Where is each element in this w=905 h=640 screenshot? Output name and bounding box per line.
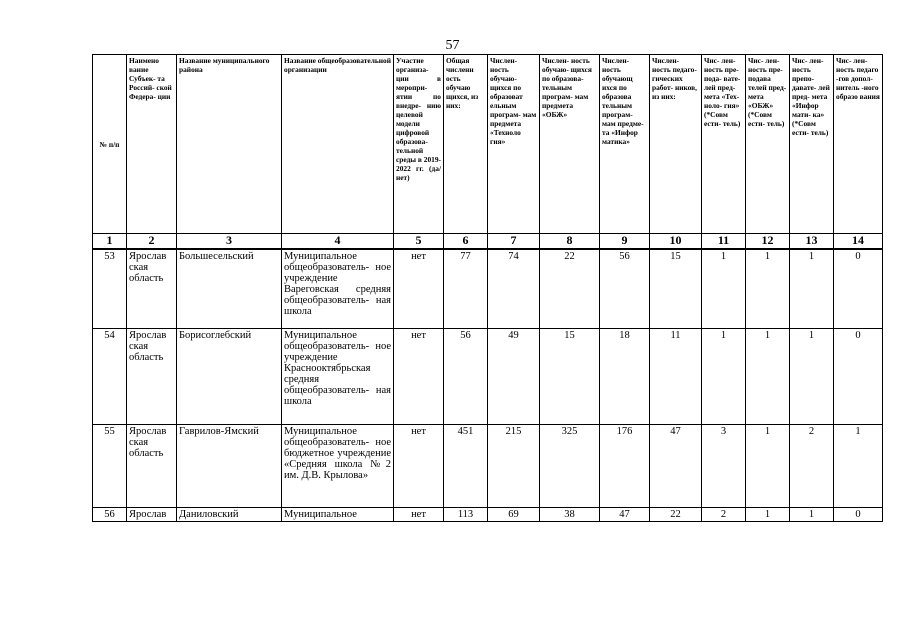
region-cell: Ярослав ская область xyxy=(127,249,177,329)
teachers-informatics-cell: 1 xyxy=(790,508,834,522)
column-number: 13 xyxy=(790,234,834,250)
header-cell-teachers-technology: Чис- лен- ность пре- пода- вате- лей пред- мета «Тех- ноло- гия» (*Совм ести- тель) xyxy=(702,55,746,234)
region-cell: Ярослав ская область xyxy=(127,329,177,425)
column-number: 2 xyxy=(127,234,177,250)
teachers-additional-cell: 0 xyxy=(834,249,883,329)
row-number: 54 xyxy=(93,329,127,425)
header-cell-no: № п/п xyxy=(93,55,127,234)
column-number: 10 xyxy=(650,234,702,250)
organization-cell: Муниципальное xyxy=(282,508,394,522)
header-cell-organization: Название общеобразовательной организации xyxy=(282,55,394,234)
teachers-obzh-cell: 1 xyxy=(746,329,790,425)
students-informatics-cell: 56 xyxy=(600,249,650,329)
table-row xyxy=(93,508,883,522)
teachers-informatics-cell: 2 xyxy=(790,425,834,508)
region-cell: Ярослав xyxy=(127,508,177,522)
teachers-additional-cell: 0 xyxy=(834,329,883,425)
students-obzh-cell: 325 xyxy=(540,425,600,508)
students-technology-cell: 69 xyxy=(488,508,540,522)
region-cell: Ярослав ская область xyxy=(127,425,177,508)
teachers-technology-cell: 2 xyxy=(702,508,746,522)
students-obzh-cell: 15 xyxy=(540,329,600,425)
header-cell-teachers-informatics: Чис- лен- ность препо- давате- лей пред- мета «Инфор мати- ка» (*Совм ести- тель) xyxy=(790,55,834,234)
column-number: 1 xyxy=(93,234,127,250)
participation-cell: нет xyxy=(394,249,444,329)
row-number: 55 xyxy=(93,425,127,508)
district-cell: Даниловский xyxy=(177,508,282,522)
header-cell-students-total: Общая численн ость обучаю щихся, из них: xyxy=(444,55,488,234)
column-number: 3 xyxy=(177,234,282,250)
teachers-informatics-cell: 1 xyxy=(790,329,834,425)
table-row xyxy=(93,425,883,508)
teachers-additional-cell: 1 xyxy=(834,425,883,508)
header-cell-students-technology: Числен- ность обучаю- щихся по образоват ельным програм- мам предмета «Техноло гия» xyxy=(488,55,540,234)
column-number: 5 xyxy=(394,234,444,250)
table-row xyxy=(93,329,883,425)
row-number: 53 xyxy=(93,249,127,329)
header-cell-participation: Участие организа- ции в меропри- ятии по внедре- нию целевой модели цифровой образова- тельной среды в 2019-2022 гг. (да/нет) xyxy=(394,55,444,234)
teachers-total-cell: 47 xyxy=(650,425,702,508)
students-obzh-cell: 22 xyxy=(540,249,600,329)
students-technology-cell: 49 xyxy=(488,329,540,425)
header-cell-teachers-total: Числен- ность педаго- гических работ- ников, из них: xyxy=(650,55,702,234)
column-number: 7 xyxy=(488,234,540,250)
participation-cell: нет xyxy=(394,425,444,508)
teachers-obzh-cell: 1 xyxy=(746,508,790,522)
students-informatics-cell: 47 xyxy=(600,508,650,522)
column-number: 11 xyxy=(702,234,746,250)
students-total-cell: 56 xyxy=(444,329,488,425)
column-number-row xyxy=(93,234,883,250)
students-total-cell: 77 xyxy=(444,249,488,329)
header-row xyxy=(93,55,883,234)
header-cell-students-informatics: Числен- ность обучающ ихся по образова тельным програм- мам предме- та «Инфор матика» xyxy=(600,55,650,234)
page-number: 57 xyxy=(445,38,460,53)
organization-cell: Муниципальное общеобразователь- ное бюджетное учреждение «Средняя школа №2 им. Д.В. Крылова» xyxy=(282,425,394,508)
teachers-technology-cell: 1 xyxy=(702,249,746,329)
teachers-total-cell: 11 xyxy=(650,329,702,425)
teachers-total-cell: 22 xyxy=(650,508,702,522)
district-cell: Большесельский xyxy=(177,249,282,329)
column-number: 9 xyxy=(600,234,650,250)
students-total-cell: 113 xyxy=(444,508,488,522)
participation-cell: нет xyxy=(394,508,444,522)
district-cell: Гаврилов-Ямский xyxy=(177,425,282,508)
schools-table xyxy=(92,54,883,522)
organization-cell: Муниципальное общеобразователь- ное учреждение Красноoктябрьская средняя общеобразователь- ная школа xyxy=(282,329,394,425)
teachers-technology-cell: 3 xyxy=(702,425,746,508)
header-cell-teachers-obzh: Чис- лен- ность пре- подава телей пред- мета «ОБЖ» (*Совм ести- тель) xyxy=(746,55,790,234)
teachers-technology-cell: 1 xyxy=(702,329,746,425)
table-row xyxy=(93,249,883,329)
column-number: 4 xyxy=(282,234,394,250)
header-cell-teachers-additional: Чис- лен- ность педаго -гов допол- нитель -ного образо вания xyxy=(834,55,883,234)
participation-cell: нет xyxy=(394,329,444,425)
students-technology-cell: 215 xyxy=(488,425,540,508)
column-number: 12 xyxy=(746,234,790,250)
students-informatics-cell: 18 xyxy=(600,329,650,425)
column-number: 6 xyxy=(444,234,488,250)
teachers-obzh-cell: 1 xyxy=(746,249,790,329)
organization-cell: Муниципальное общеобразователь- ное учреждение Вареговская средняя общеобразователь- ная школа xyxy=(282,249,394,329)
column-number: 14 xyxy=(834,234,883,250)
students-informatics-cell: 176 xyxy=(600,425,650,508)
header-cell-students-obzh: Числен- ность обучаю- щихся по образова- тельным програм- мам предмета «ОБЖ» xyxy=(540,55,600,234)
students-total-cell: 451 xyxy=(444,425,488,508)
teachers-obzh-cell: 1 xyxy=(746,425,790,508)
header-cell-district: Название муниципального района xyxy=(177,55,282,234)
header-cell-region: Наимено вание Субъек- та Россий- ской Федера- ции xyxy=(127,55,177,234)
teachers-informatics-cell: 1 xyxy=(790,249,834,329)
district-cell: Борисоглебский xyxy=(177,329,282,425)
teachers-total-cell: 15 xyxy=(650,249,702,329)
teachers-additional-cell: 0 xyxy=(834,508,883,522)
students-technology-cell: 74 xyxy=(488,249,540,329)
row-number: 56 xyxy=(93,508,127,522)
column-number: 8 xyxy=(540,234,600,250)
students-obzh-cell: 38 xyxy=(540,508,600,522)
